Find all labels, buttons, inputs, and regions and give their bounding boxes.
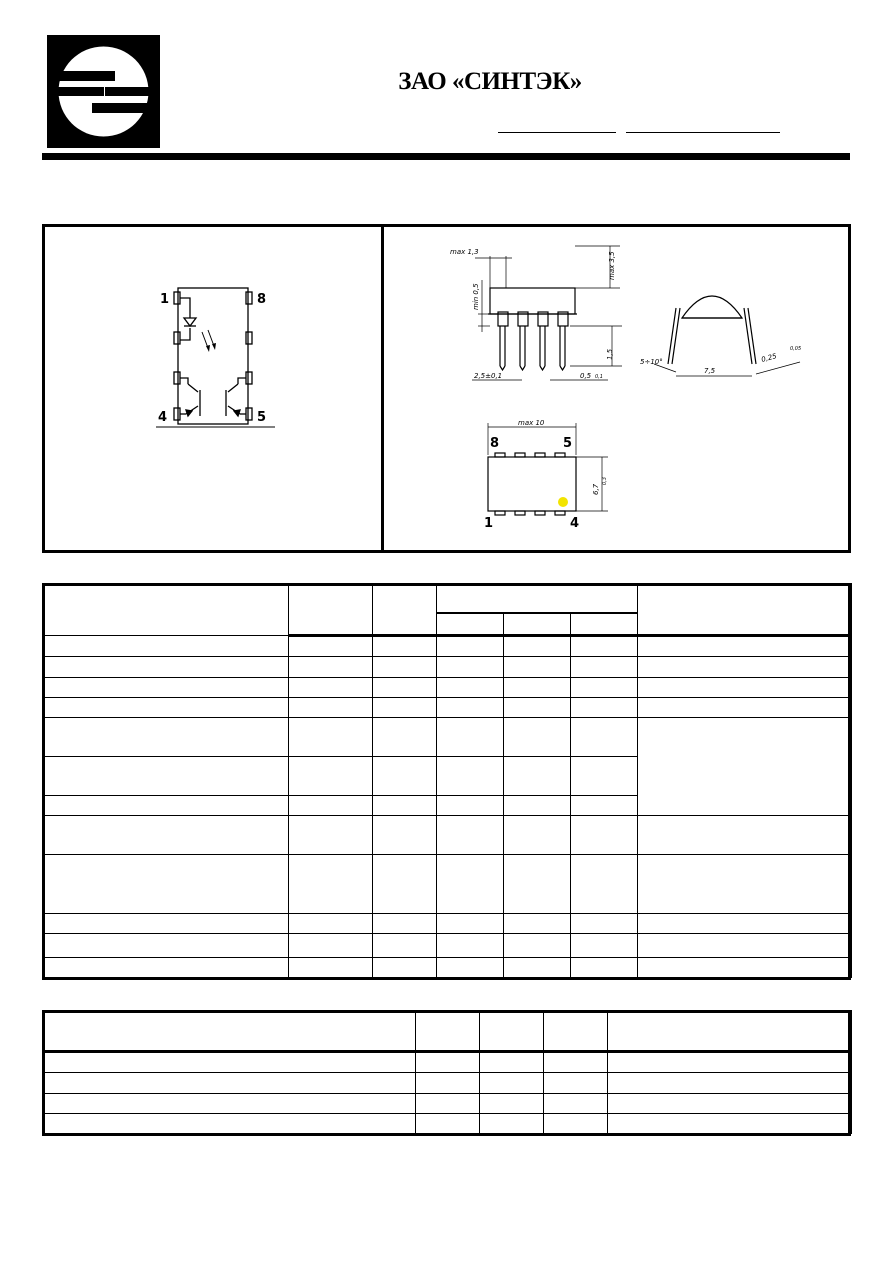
svg-text:0,3: 0,3 — [602, 477, 608, 485]
svg-text:max 1,3: max 1,3 — [450, 248, 479, 256]
svg-text:6,7: 6,7 — [592, 483, 600, 495]
svg-text:2,5±0,1: 2,5±0,1 — [474, 372, 503, 380]
table-row — [43, 636, 852, 657]
table-header-cell — [437, 613, 504, 636]
svg-text:0,25: 0,25 — [760, 352, 778, 364]
table-row — [43, 816, 852, 855]
signature-line-right — [626, 132, 780, 133]
pin-label: 8 — [490, 436, 500, 451]
led-diode-icon — [184, 318, 216, 352]
limits-table — [42, 1010, 852, 1134]
pin-label: 1 — [484, 516, 494, 531]
svg-text:7,5: 7,5 — [704, 367, 716, 375]
table-row — [43, 1114, 852, 1134]
table-row — [43, 1052, 852, 1073]
table-header-cell — [638, 584, 852, 636]
package-top-view — [478, 415, 618, 535]
pin-label: 5 — [257, 410, 267, 425]
header-rule — [42, 153, 850, 160]
table-header-cell — [373, 584, 437, 636]
svg-text:1,5: 1,5 — [606, 348, 614, 360]
pin-label: 5 — [563, 436, 573, 451]
company-title: ЗАО «СИНТЭК» — [398, 68, 582, 95]
company-logo — [47, 35, 160, 148]
drawing-divider — [381, 224, 384, 553]
table-header-cell — [571, 613, 638, 636]
pinout-schematic — [150, 280, 280, 435]
svg-text:max 3,5: max 3,5 — [608, 251, 616, 280]
table-row — [43, 1073, 852, 1094]
svg-text:5÷10°: 5÷10° — [640, 358, 663, 366]
table-row — [43, 855, 852, 914]
svg-text:0,05: 0,05 — [790, 346, 802, 352]
pin-label: 4 — [570, 516, 580, 531]
sintek-logo-icon — [47, 35, 160, 148]
pin-label: 1 — [160, 292, 170, 307]
table-row — [43, 678, 852, 698]
table-row — [43, 914, 852, 934]
table-row — [43, 698, 852, 718]
package-side-view — [440, 240, 630, 390]
svg-text:0,5: 0,5 — [580, 372, 592, 380]
parameters-table — [42, 583, 852, 978]
pin-label: 4 — [158, 410, 168, 425]
svg-text:max 10: max 10 — [518, 419, 545, 427]
phototransistor-icon — [180, 378, 200, 416]
table-row — [43, 958, 852, 978]
table-row — [43, 718, 852, 757]
pin1-marker — [558, 497, 568, 507]
table-header-row — [43, 1011, 852, 1052]
table-header-cell — [504, 613, 571, 636]
table-row — [43, 657, 852, 678]
package-end-view — [640, 280, 810, 390]
svg-text:min 0,5: min 0,5 — [472, 283, 480, 310]
svg-text:0,1: 0,1 — [595, 374, 603, 380]
phototransistor-icon — [226, 378, 246, 416]
table-header-cell — [43, 584, 289, 636]
signature-line-left — [498, 132, 616, 133]
table-row — [43, 934, 852, 958]
table-header-cell — [437, 584, 638, 613]
table-header-cell — [289, 584, 373, 636]
table-row — [43, 1094, 852, 1114]
pin-label: 8 — [257, 292, 267, 307]
